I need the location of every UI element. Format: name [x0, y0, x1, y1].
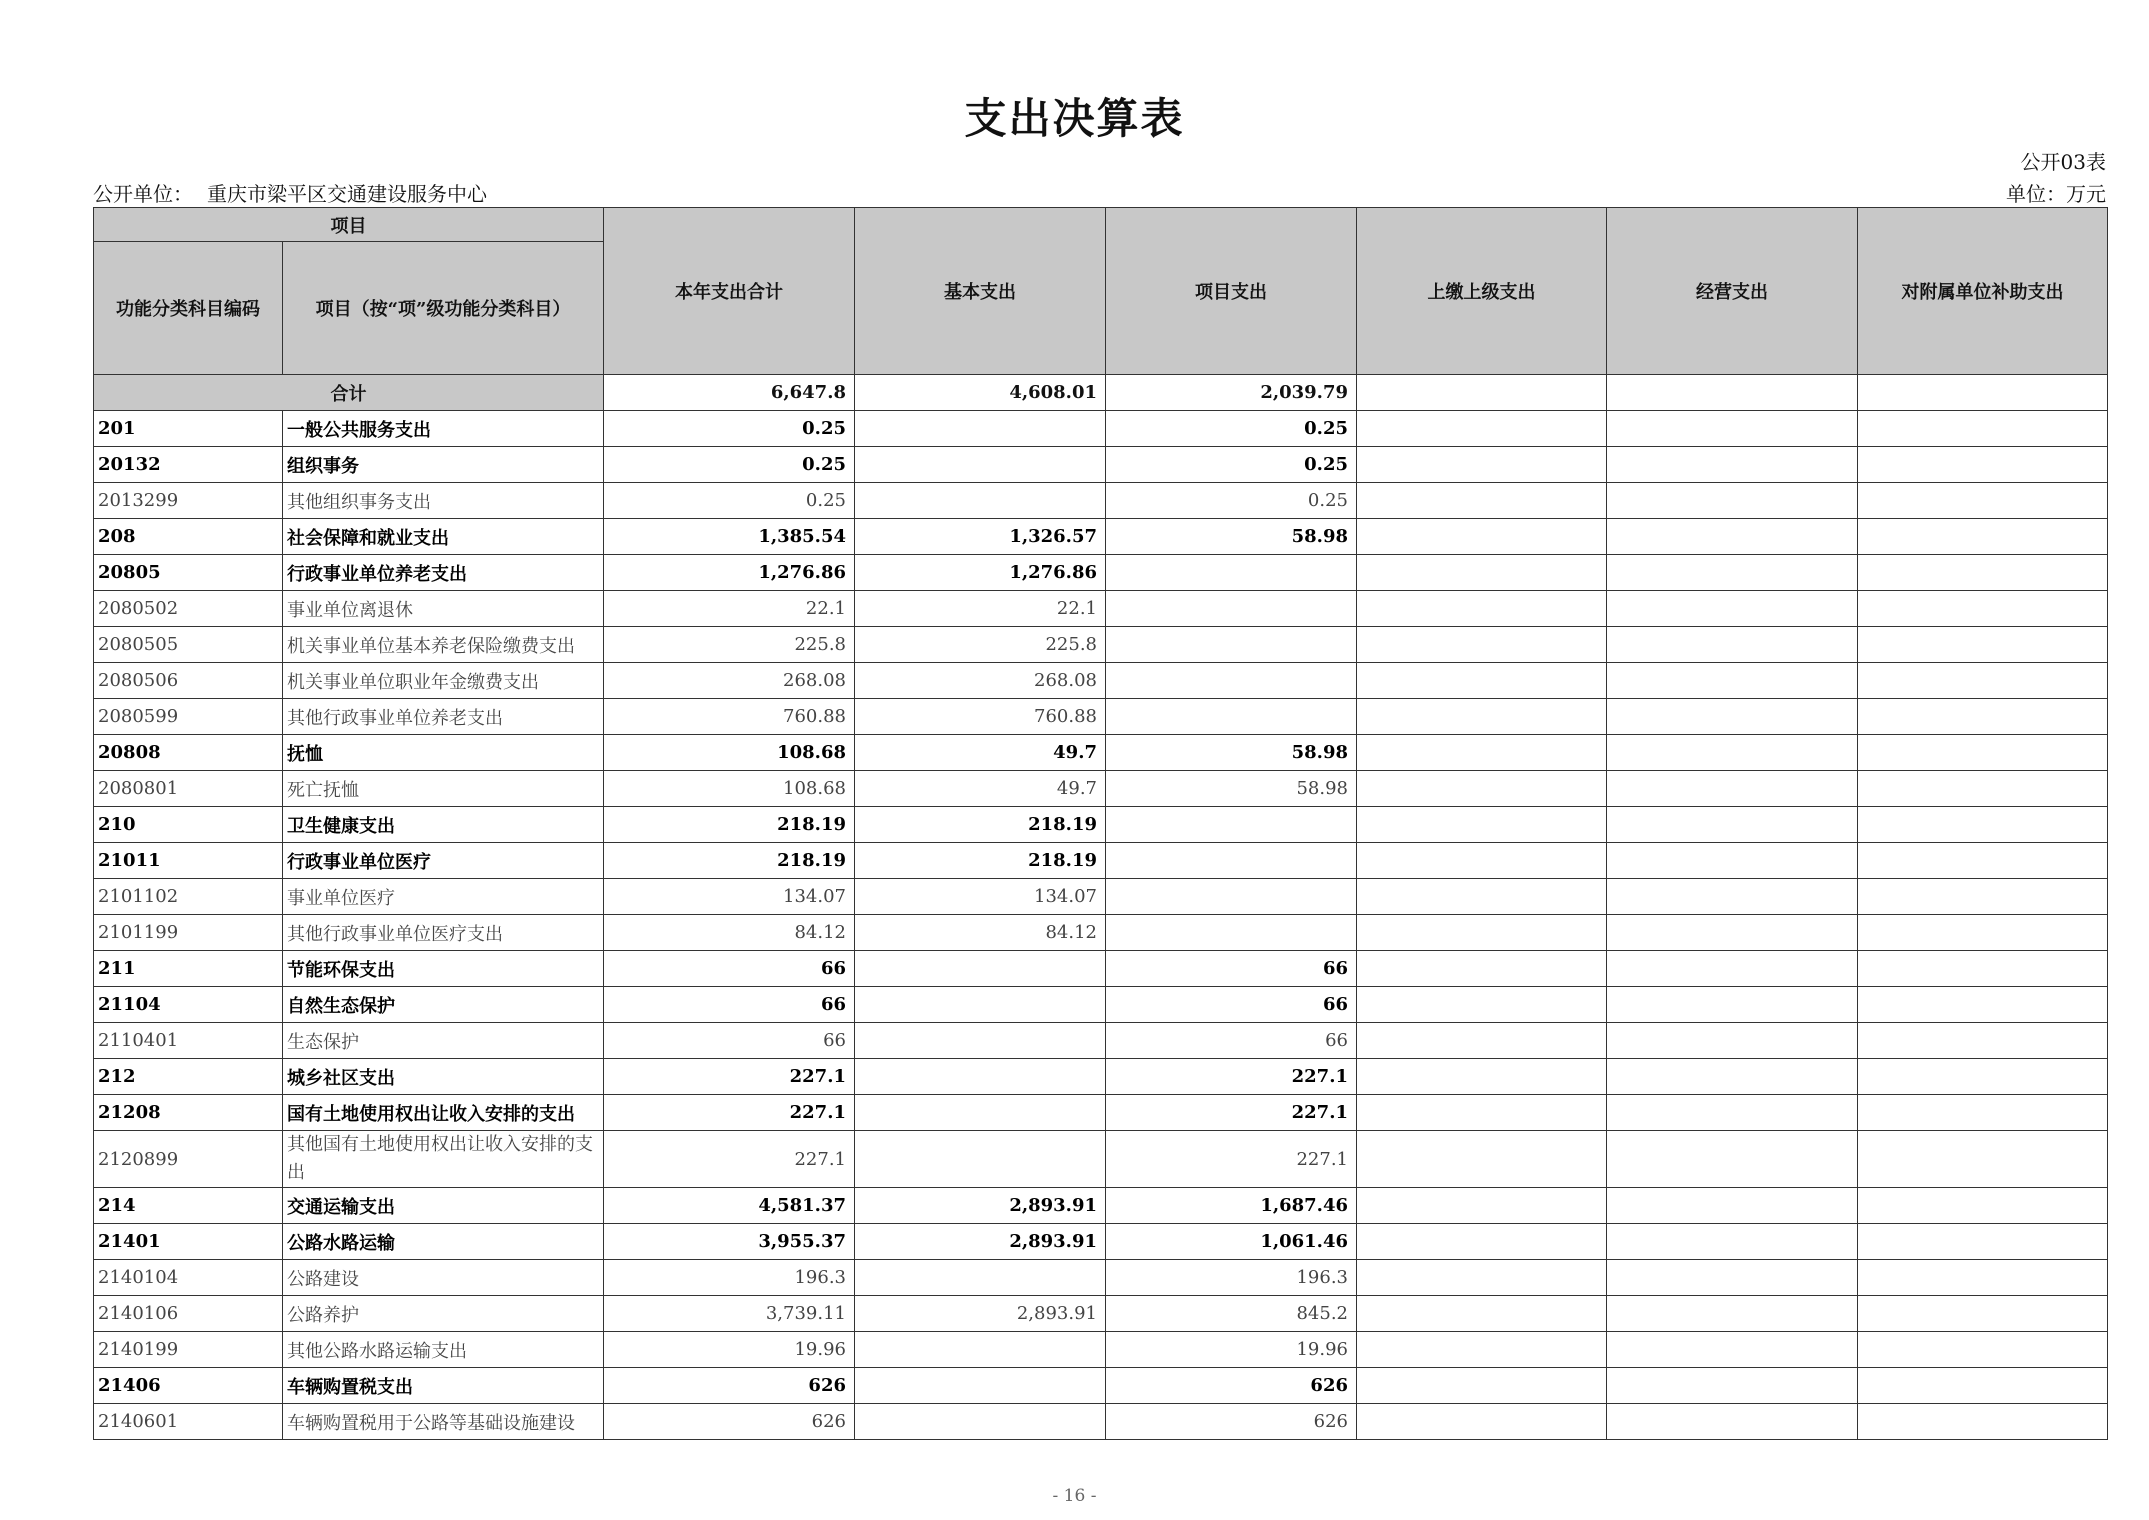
name-cell: 一般公共服务支出	[283, 411, 604, 447]
project-cell: 0.25	[1106, 447, 1357, 483]
code-cell: 212	[94, 1059, 283, 1095]
business-cell	[1607, 1332, 1858, 1368]
business-cell	[1607, 915, 1858, 951]
code-cell: 2120899	[94, 1131, 283, 1188]
basic-cell: 84.12	[855, 915, 1106, 951]
table-row	[94, 843, 2108, 879]
table-row	[94, 1368, 2108, 1404]
table-row	[94, 591, 2108, 627]
project-cell: 227.1	[1106, 1059, 1357, 1095]
subsidy-cell	[1858, 483, 2108, 519]
subsidy-cell	[1858, 1224, 2108, 1260]
code-cell: 20808	[94, 735, 283, 771]
upper-cell	[1357, 1023, 1607, 1059]
project-cell	[1106, 699, 1357, 735]
total-cell: 3,739.11	[604, 1296, 855, 1332]
total-cell: 626	[604, 1368, 855, 1404]
basic-cell: 2,893.91	[855, 1224, 1106, 1260]
subsidy-cell	[1858, 951, 2108, 987]
total-cell: 225.8	[604, 627, 855, 663]
upper-cell	[1357, 627, 1607, 663]
basic-cell: 22.1	[855, 591, 1106, 627]
code-cell: 21104	[94, 987, 283, 1023]
upper-cell	[1357, 1059, 1607, 1095]
subsidy-cell	[1858, 447, 2108, 483]
project-cell	[1106, 555, 1357, 591]
project-cell: 0.25	[1106, 411, 1357, 447]
header-code: 功能分类科目编码	[94, 242, 283, 375]
total-cell: 268.08	[604, 663, 855, 699]
table-row	[94, 1224, 2108, 1260]
code-cell: 2080801	[94, 771, 283, 807]
business-cell	[1607, 807, 1858, 843]
basic-cell	[855, 1368, 1106, 1404]
table-row	[94, 807, 2108, 843]
basic-cell: 2,893.91	[855, 1296, 1106, 1332]
name-cell: 其他行政事业单位医疗支出	[283, 915, 604, 951]
code-cell: 214	[94, 1188, 283, 1224]
project-cell	[1106, 879, 1357, 915]
project-cell: 58.98	[1106, 771, 1357, 807]
total-sum: 6,647.8	[604, 375, 855, 411]
code-cell: 2101102	[94, 879, 283, 915]
business-cell	[1607, 555, 1858, 591]
table-row	[94, 987, 2108, 1023]
project-cell	[1106, 591, 1357, 627]
basic-cell	[855, 1332, 1106, 1368]
name-cell: 其他组织事务支出	[283, 483, 604, 519]
total-cell: 84.12	[604, 915, 855, 951]
upper-cell	[1357, 1296, 1607, 1332]
upper-cell	[1357, 843, 1607, 879]
subsidy-cell	[1858, 807, 2108, 843]
project-cell	[1106, 663, 1357, 699]
table-row	[94, 1404, 2108, 1440]
total-cell: 66	[604, 987, 855, 1023]
header-name: 项目（按“项”级功能分类科目）	[283, 242, 604, 375]
subsidy-cell	[1858, 519, 2108, 555]
total-cell: 1,276.86	[604, 555, 855, 591]
table-row	[94, 699, 2108, 735]
upper-cell	[1357, 1188, 1607, 1224]
basic-cell: 49.7	[855, 771, 1106, 807]
name-cell: 公路养护	[283, 1296, 604, 1332]
project-cell: 58.98	[1106, 735, 1357, 771]
business-cell	[1607, 519, 1858, 555]
publishing-unit-label: 公开单位：	[93, 182, 193, 206]
total-row	[94, 375, 2108, 411]
upper-cell	[1357, 1224, 1607, 1260]
form-number: 公开03表	[2020, 150, 2106, 174]
code-cell: 210	[94, 807, 283, 843]
subsidy-cell	[1858, 1095, 2108, 1131]
project-cell: 1,687.46	[1106, 1188, 1357, 1224]
basic-cell	[855, 1404, 1106, 1440]
table-row	[94, 1332, 2108, 1368]
name-cell: 其他行政事业单位养老支出	[283, 699, 604, 735]
business-cell	[1607, 447, 1858, 483]
basic-cell	[855, 987, 1106, 1023]
table-row	[94, 1188, 2108, 1224]
subsidy-cell	[1858, 411, 2108, 447]
table-row	[94, 1023, 2108, 1059]
upper-cell	[1357, 555, 1607, 591]
code-cell: 211	[94, 951, 283, 987]
business-cell	[1607, 483, 1858, 519]
code-cell: 2080502	[94, 591, 283, 627]
name-cell: 社会保障和就业支出	[283, 519, 604, 555]
total-cell: 108.68	[604, 771, 855, 807]
name-cell: 机关事业单位基本养老保险缴费支出	[283, 627, 604, 663]
upper-cell	[1357, 1332, 1607, 1368]
name-cell: 城乡社区支出	[283, 1059, 604, 1095]
upper-cell	[1357, 807, 1607, 843]
subsidy-cell	[1858, 1059, 2108, 1095]
business-cell	[1607, 879, 1858, 915]
subsidy-cell	[1858, 1131, 2108, 1188]
total-cell: 760.88	[604, 699, 855, 735]
subsidy-cell	[1858, 843, 2108, 879]
upper-cell	[1357, 699, 1607, 735]
total-cell: 0.25	[604, 483, 855, 519]
subsidy-cell	[1858, 663, 2108, 699]
table-row	[94, 1059, 2108, 1095]
name-cell: 行政事业单位养老支出	[283, 555, 604, 591]
project-cell: 845.2	[1106, 1296, 1357, 1332]
total-cell: 66	[604, 951, 855, 987]
project-cell: 1,061.46	[1106, 1224, 1357, 1260]
name-cell: 公路水路运输	[283, 1224, 604, 1260]
code-cell: 20132	[94, 447, 283, 483]
business-cell	[1607, 987, 1858, 1023]
basic-cell	[855, 951, 1106, 987]
project-cell	[1106, 915, 1357, 951]
subsidy-cell	[1858, 735, 2108, 771]
total-basic: 4,608.01	[855, 375, 1106, 411]
basic-cell: 218.19	[855, 843, 1106, 879]
project-cell: 66	[1106, 1023, 1357, 1059]
basic-cell	[855, 1131, 1106, 1188]
table-row	[94, 915, 2108, 951]
upper-cell	[1357, 1404, 1607, 1440]
subsidy-cell	[1858, 1368, 2108, 1404]
subsidy-cell	[1858, 591, 2108, 627]
code-cell: 201	[94, 411, 283, 447]
code-cell: 2080505	[94, 627, 283, 663]
name-cell: 其他公路水路运输支出	[283, 1332, 604, 1368]
business-cell	[1607, 1131, 1858, 1188]
total-cell: 4,581.37	[604, 1188, 855, 1224]
total-cell: 134.07	[604, 879, 855, 915]
business-cell	[1607, 1296, 1858, 1332]
upper-cell	[1357, 1368, 1607, 1404]
name-cell: 死亡抚恤	[283, 771, 604, 807]
table-row	[94, 735, 2108, 771]
basic-cell	[855, 1260, 1106, 1296]
code-cell: 2101199	[94, 915, 283, 951]
project-cell	[1106, 807, 1357, 843]
name-cell: 事业单位离退休	[283, 591, 604, 627]
business-cell	[1607, 1224, 1858, 1260]
table-row	[94, 1296, 2108, 1332]
basic-cell: 1,326.57	[855, 519, 1106, 555]
business-cell	[1607, 1188, 1858, 1224]
upper-cell	[1357, 735, 1607, 771]
name-cell: 机关事业单位职业年金缴费支出	[283, 663, 604, 699]
total-cell: 218.19	[604, 807, 855, 843]
code-cell: 20805	[94, 555, 283, 591]
page-title: 支出决算表	[964, 94, 1185, 143]
header-total: 本年支出合计	[604, 208, 855, 375]
basic-cell: 134.07	[855, 879, 1106, 915]
project-cell: 626	[1106, 1404, 1357, 1440]
table-row	[94, 411, 2108, 447]
page-number: - 16 -	[1052, 1486, 1097, 1506]
subsidy-cell	[1858, 879, 2108, 915]
project-cell: 19.96	[1106, 1332, 1357, 1368]
business-cell	[1607, 699, 1858, 735]
project-cell: 58.98	[1106, 519, 1357, 555]
basic-cell	[855, 447, 1106, 483]
code-cell: 2080599	[94, 699, 283, 735]
total-project: 2,039.79	[1106, 375, 1357, 411]
total-cell: 227.1	[604, 1131, 855, 1188]
business-cell	[1607, 843, 1858, 879]
table-row	[94, 627, 2108, 663]
code-cell: 2140601	[94, 1404, 283, 1440]
total-cell: 66	[604, 1023, 855, 1059]
subsidy-cell	[1858, 1332, 2108, 1368]
name-cell: 生态保护	[283, 1023, 604, 1059]
table-row	[94, 663, 2108, 699]
upper-cell	[1357, 447, 1607, 483]
subsidy-cell	[1858, 1260, 2108, 1296]
total-cell: 3,955.37	[604, 1224, 855, 1260]
total-cell: 0.25	[604, 447, 855, 483]
business-cell	[1607, 1404, 1858, 1440]
business-cell	[1607, 951, 1858, 987]
upper-cell	[1357, 591, 1607, 627]
upper-cell	[1357, 483, 1607, 519]
upper-cell	[1357, 663, 1607, 699]
code-cell: 21011	[94, 843, 283, 879]
upper-cell	[1357, 915, 1607, 951]
name-cell: 事业单位医疗	[283, 879, 604, 915]
upper-cell	[1357, 1131, 1607, 1188]
table-row	[94, 1260, 2108, 1296]
name-cell: 卫生健康支出	[283, 807, 604, 843]
total-cell: 227.1	[604, 1059, 855, 1095]
code-cell: 2013299	[94, 483, 283, 519]
table-row	[94, 951, 2108, 987]
business-cell	[1607, 771, 1858, 807]
business-cell	[1607, 1095, 1858, 1131]
code-cell: 2080506	[94, 663, 283, 699]
table-row	[94, 447, 2108, 483]
total-upper	[1357, 375, 1607, 411]
table-row	[94, 555, 2108, 591]
total-cell: 218.19	[604, 843, 855, 879]
code-cell: 21401	[94, 1224, 283, 1260]
business-cell	[1607, 735, 1858, 771]
upper-cell	[1357, 771, 1607, 807]
name-cell: 自然生态保护	[283, 987, 604, 1023]
business-cell	[1607, 1059, 1858, 1095]
name-cell: 国有土地使用权出让收入安排的支出	[283, 1095, 604, 1131]
upper-cell	[1357, 1260, 1607, 1296]
upper-cell	[1357, 987, 1607, 1023]
subsidy-cell	[1858, 987, 2108, 1023]
subsidy-cell	[1858, 915, 2108, 951]
publishing-unit-name: 重庆市梁平区交通建设服务中心	[207, 182, 487, 206]
total-business	[1607, 375, 1858, 411]
code-cell: 2140199	[94, 1332, 283, 1368]
project-cell: 66	[1106, 951, 1357, 987]
expenditure-table	[93, 207, 2108, 1440]
total-cell: 22.1	[604, 591, 855, 627]
basic-cell	[855, 1023, 1106, 1059]
total-cell: 227.1	[604, 1095, 855, 1131]
total-label: 合计	[94, 375, 604, 411]
name-cell: 组织事务	[283, 447, 604, 483]
total-cell: 0.25	[604, 411, 855, 447]
project-cell	[1106, 627, 1357, 663]
project-cell: 626	[1106, 1368, 1357, 1404]
name-cell: 车辆购置税支出	[283, 1368, 604, 1404]
total-cell: 626	[604, 1404, 855, 1440]
business-cell	[1607, 663, 1858, 699]
table-row	[94, 483, 2108, 519]
project-cell: 196.3	[1106, 1260, 1357, 1296]
basic-cell	[855, 411, 1106, 447]
name-cell: 交通运输支出	[283, 1188, 604, 1224]
basic-cell: 268.08	[855, 663, 1106, 699]
project-cell: 227.1	[1106, 1131, 1357, 1188]
table-row	[94, 1131, 2108, 1188]
subsidy-cell	[1858, 1023, 2108, 1059]
business-cell	[1607, 1368, 1858, 1404]
code-cell: 208	[94, 519, 283, 555]
basic-cell	[855, 483, 1106, 519]
total-cell: 196.3	[604, 1260, 855, 1296]
basic-cell: 218.19	[855, 807, 1106, 843]
table-row	[94, 1095, 2108, 1131]
header-subsidy: 对附属单位补助支出	[1858, 208, 2108, 375]
name-cell: 节能环保支出	[283, 951, 604, 987]
basic-cell: 225.8	[855, 627, 1106, 663]
project-cell: 227.1	[1106, 1095, 1357, 1131]
basic-cell: 760.88	[855, 699, 1106, 735]
business-cell	[1607, 1260, 1858, 1296]
code-cell: 2140104	[94, 1260, 283, 1296]
code-cell: 21406	[94, 1368, 283, 1404]
table-row	[94, 519, 2108, 555]
code-cell: 2110401	[94, 1023, 283, 1059]
total-cell: 19.96	[604, 1332, 855, 1368]
subsidy-cell	[1858, 1404, 2108, 1440]
name-cell: 公路建设	[283, 1260, 604, 1296]
basic-cell: 2,893.91	[855, 1188, 1106, 1224]
subsidy-cell	[1858, 699, 2108, 735]
name-cell: 其他国有土地使用权出让收入安排的支出	[283, 1131, 604, 1188]
header-project: 项目	[94, 208, 604, 242]
basic-cell: 49.7	[855, 735, 1106, 771]
basic-cell	[855, 1095, 1106, 1131]
project-cell: 66	[1106, 987, 1357, 1023]
total-subsidy	[1858, 375, 2108, 411]
table-row	[94, 771, 2108, 807]
code-cell: 2140106	[94, 1296, 283, 1332]
publishing-unit	[93, 178, 487, 207]
subsidy-cell	[1858, 1296, 2108, 1332]
upper-cell	[1357, 951, 1607, 987]
name-cell: 车辆购置税用于公路等基础设施建设	[283, 1404, 604, 1440]
header-upper: 上缴上级支出	[1357, 208, 1607, 375]
project-cell: 0.25	[1106, 483, 1357, 519]
upper-cell	[1357, 879, 1607, 915]
total-cell: 1,385.54	[604, 519, 855, 555]
header-project-expense: 项目支出	[1106, 208, 1357, 375]
subsidy-cell	[1858, 771, 2108, 807]
total-cell: 108.68	[604, 735, 855, 771]
currency-unit: 单位：万元	[2006, 182, 2106, 206]
business-cell	[1607, 1023, 1858, 1059]
code-cell: 21208	[94, 1095, 283, 1131]
basic-cell	[855, 1059, 1106, 1095]
header-business: 经营支出	[1607, 208, 1858, 375]
header-basic: 基本支出	[855, 208, 1106, 375]
upper-cell	[1357, 411, 1607, 447]
project-cell	[1106, 843, 1357, 879]
business-cell	[1607, 627, 1858, 663]
subsidy-cell	[1858, 555, 2108, 591]
table-row	[94, 879, 2108, 915]
name-cell: 行政事业单位医疗	[283, 843, 604, 879]
subsidy-cell	[1858, 1188, 2108, 1224]
subsidy-cell	[1858, 627, 2108, 663]
business-cell	[1607, 591, 1858, 627]
business-cell	[1607, 411, 1858, 447]
upper-cell	[1357, 1095, 1607, 1131]
upper-cell	[1357, 519, 1607, 555]
name-cell: 抚恤	[283, 735, 604, 771]
basic-cell: 1,276.86	[855, 555, 1106, 591]
